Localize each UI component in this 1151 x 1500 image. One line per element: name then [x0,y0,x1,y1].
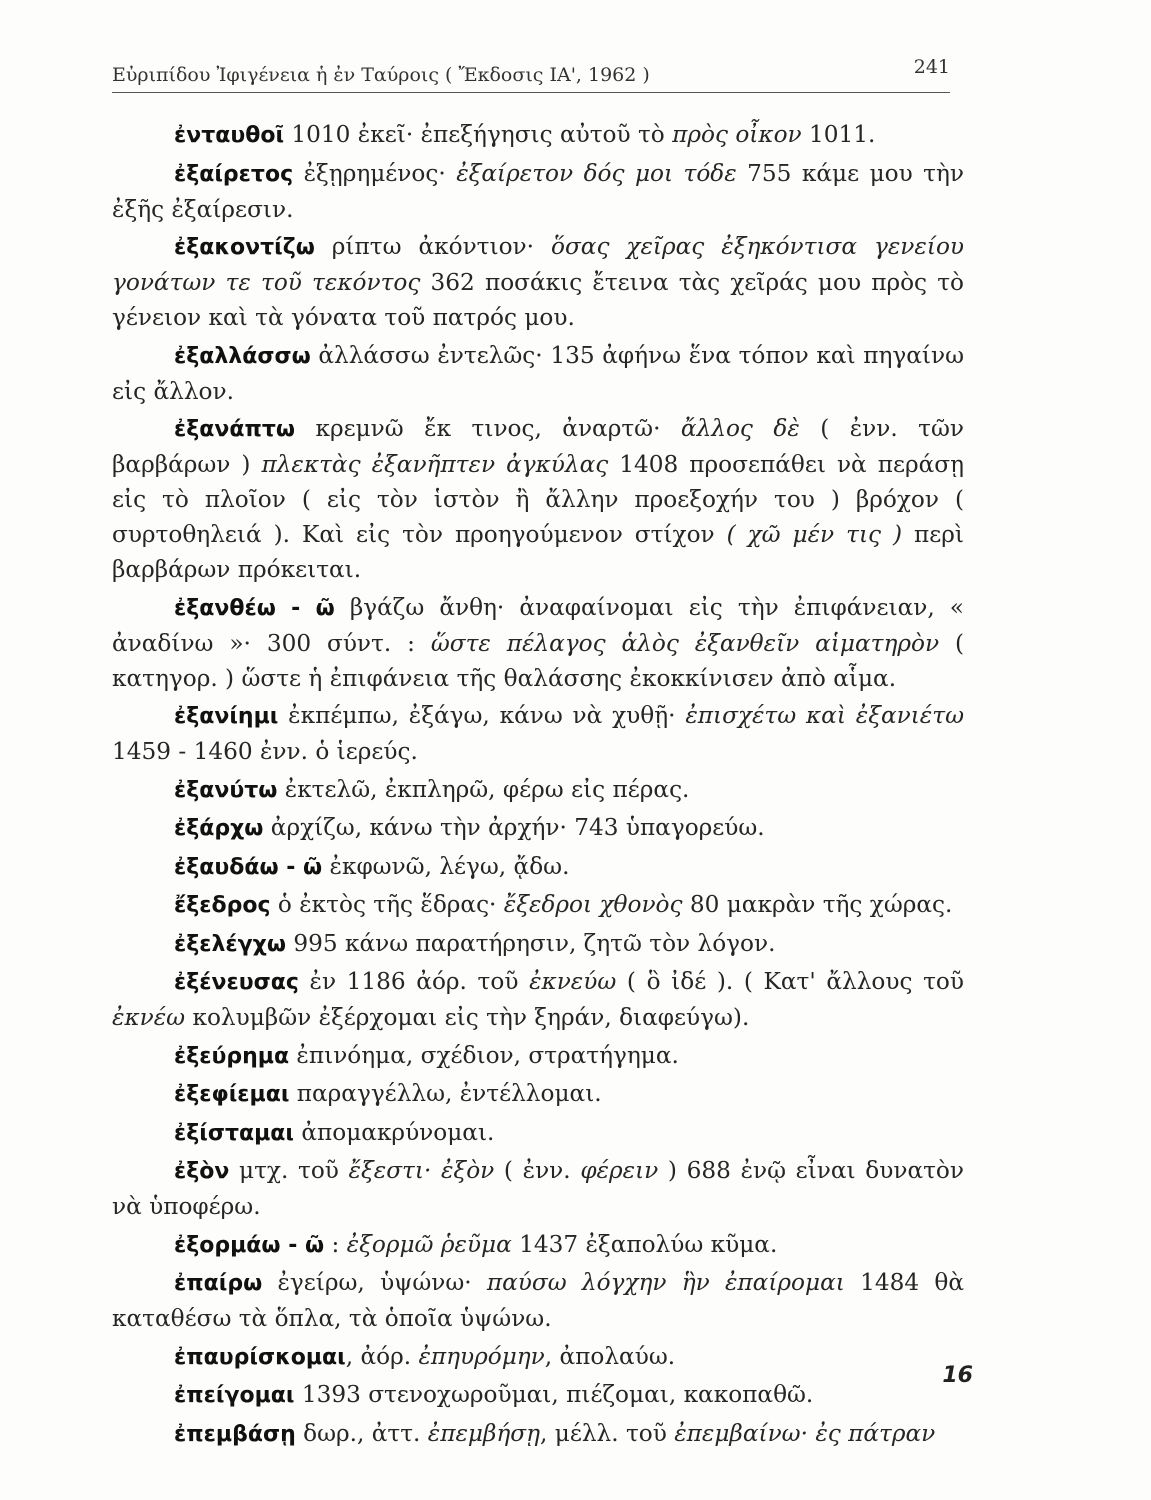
entry-definition: 1408 προσεπάθει νὰ περάσῃ εἰς τὸ πλοῖον ( εἰς τὸν ἱστὸν ἢ ἄλλην προεξοχήν του ) βρόχον ( συρτοθηλειά ). Καὶ εἰς τὸν προηγούμενον στίχον [112,451,964,548]
glossary-entry [112,810,964,846]
entry-quotation: φέρειν [580,1157,659,1184]
entry-headword: ἐξάρχω [174,816,264,841]
glossary-entry [112,1038,964,1074]
entry-definition: 1393 στενοχωροῦμαι, πιέζομαι, κακοπαθῶ. [294,1381,814,1408]
entry-headword: ἐπαυρίσκομαι [174,1344,346,1370]
glossary-entry [112,590,964,696]
entry-definition: ἐπινόημα, σχέδιον, στρατήγημα. [289,1041,679,1069]
entry-quotation: ἔξεστι· ἐξὸν [348,1157,495,1184]
glossary-entry [112,1115,964,1151]
entry-definition: ρίπτω ἀκόντιον· [314,233,552,260]
page-number: 241 [913,56,950,78]
entry-quotation: πλεκτὰς ἐξανῆπτεν ἀγκύλας [261,451,609,478]
entry-definition: 362 ποσάκις ἔτεινα τὰς χεῖράς μου πρὸς τὸ γένειον καὶ τὰ γόνατα τοῦ πατρός μου. [112,269,964,331]
glossary-entry [112,1227,964,1263]
entry-headword: ἐπεμβάσῃ [174,1421,296,1447]
entry-definition: 755 κάμε μου τὴν ἐξῆς ἐξαίρεσιν. [112,159,964,223]
entry-quotation: ἐξορμῶ ῥεῦμα [346,1230,512,1258]
entry-quotation: ἐξαίρετον δός μοι τόδε [456,159,737,187]
glossary-entry [112,156,964,227]
entry-quotation: παύσω λόγχην ἣν ἐπαίρομαι [486,1269,845,1296]
glossary-entry [112,1076,964,1112]
entry-quotation: ἐπισχέτω καὶ ἐξανιέτω [685,702,964,729]
entry-quotation: ( χῶ μέν τις ) [726,521,903,548]
entry-quotation: ἐκνεύω [529,968,617,995]
entry-quotation: ἐπεμβαίνω· ἐς πάτραν [674,1419,936,1447]
glossary-entry [112,117,964,153]
entry-definition: ἀπομακρύνομαι. [293,1118,495,1146]
glossary-entry [112,698,964,769]
entry-definition: 1010 ἐκεῖ· ἐπεξήγησις αὐτοῦ τὸ [284,121,673,148]
entry-definition: 80 μακρὰν τῆς χώρας. [682,891,953,918]
entry-quotation: ὅσας χεῖρας ἐξηκόντισα γενείου γονάτων τε τοῦ τεκόντος [112,233,964,296]
entry-headword: ἐπαίρω [174,1271,263,1296]
entry-headword: ἐξανίημι [174,704,279,729]
glossary-entry [112,772,964,808]
entry-definition: ἀλλάσσω ἐντελῶς· 135 ἀφήνω ἕνα τόπον καὶ πηγαίνω εἰς ἄλλον. [112,341,964,405]
entry-quotation: ὥστε πέλαγος ἁλὸς ἐξανθεῖν αἱματηρὸν [430,629,940,657]
entry-headword: ἐξὸν [174,1159,230,1184]
entry-definition: ) 688 ἐνῷ εἶναι δυνατὸν νὰ ὑποφέρω. [112,1157,964,1220]
running-header [112,52,950,93]
entry-definition: παραγγέλλω, ἐντέλλομαι. [289,1080,602,1107]
entry-definition: ἐγείρω, ὑψώνω· [262,1269,487,1296]
entry-headword: ἐξορμάω - ῶ [174,1232,325,1258]
entry-definition: ( κατηγορ. ) ὥστε ἡ ἐπιφάνεια τῆς θαλάσσης ἐκοκκίνισεν ἀπὸ αἷμα. [112,629,965,692]
glossary-entry [112,964,964,1035]
entry-headword: ἐξανθέω - ῶ [174,595,335,621]
entry-headword: ἐξαίρετος [174,161,294,187]
entry-definition: βγάζω ἄνθη· ἀναφαίνομαι εἰς τὴν ἐπιφάνειαν, « ἀναδίνω »· 300 σύντ. : [112,593,964,657]
glossary-entry [112,411,964,587]
entry-definition: ὁ ἐκτὸς τῆς ἕδρας· [270,891,504,918]
glossary-entry [112,1416,964,1452]
glossary-entry [112,338,964,409]
entry-definition: , μέλλ. τοῦ [540,1419,675,1447]
entry-headword: ἐξαυδάω - ῶ [174,854,323,880]
glossary-entries [112,117,964,1454]
entry-quotation: ἐπεμβήσῃ [427,1419,541,1447]
entry-definition: ( ἐνν. [494,1157,581,1184]
entry-definition: ἀρχίζω, κάνω τὴν ἀρχήν· 743 ὑπαγορεύω. [263,814,765,841]
entry-definition: κολυμβῶν ἐξέρχομαι εἰς τὴν ξηράν, διαφεύγω). [185,1004,750,1031]
entry-definition: , ἀπολαύω. [544,1342,676,1370]
entry-headword: ἐξακοντίζω [174,235,315,260]
entry-definition: δωρ., ἀττ. [295,1419,428,1447]
entry-definition: κρεμνῶ ἔκ τινος, ἀναρτῶ· [295,415,681,442]
entry-definition: ( ἐνν. τῶν βαρβάρων ) [112,415,964,478]
entry-quotation: ἐπηυρόμην [418,1342,545,1370]
header-title: Εὐριπίδου Ἰφιγένεια ἡ ἐν Ταύροις ( Ἔκδοσις ΙΑ', 1962 ) [112,64,650,86]
entry-definition: ἐν 1186 ἀόρ. τοῦ [298,968,530,995]
entry-definition: 1437 ἐξαπολύω κῦμα. [511,1230,778,1258]
glossary-entry [112,229,964,335]
entry-headword: ἐξανύτω [174,777,278,803]
glossary-entry [112,1377,964,1413]
entry-definition: 995 κάνω παρατήρησιν, ζητῶ τὸν λόγον. [285,929,776,957]
entry-headword: ἐξεύρημα [174,1043,290,1069]
entry-headword: ἐξεφίεμαι [174,1082,290,1107]
entry-headword: ἐξαλλάσσω [174,343,311,369]
entry-quotation: πρὸς οἶκον [672,121,802,148]
entry-headword: ἐξίσταμαι [174,1120,294,1146]
entry-quotation: ἄλλος δὲ [680,415,800,442]
entry-headword: ἐνταυθοῖ [174,123,285,148]
glossary-entry [112,1265,964,1336]
entry-definition: , ἀόρ. [345,1342,419,1370]
entry-definition: ἐξῃρημένος· [293,159,457,187]
entry-definition: ἐκπέμπω, ἐξάγω, κάνω νὰ χυθῇ· [278,702,686,729]
entry-headword: ἐπείγομαι [174,1383,295,1408]
glossary-entry [112,926,964,962]
entry-quotation: ἔξεδροι χθονὸς [503,891,683,918]
entry-definition: 1484 θὰ καταθέσω τὰ ὅπλα, τὰ ὁποῖα ὑψώνω. [112,1269,964,1332]
glossary-entry [112,887,964,923]
glossary-entry [112,1153,964,1224]
entry-definition: ( ὃ ἰδέ ). ( Κατ' ἄλλους τοῦ [616,968,964,995]
entry-definition: ἐκφωνῶ, λέγω, ᾄδω. [322,852,570,880]
glossary-entry [112,849,964,885]
entry-definition: 1011. [801,121,876,148]
entry-headword: ἐξένευσας [174,970,299,995]
glossary-entry [112,1339,964,1375]
sheet-number: 16 [942,1363,973,1388]
entry-quotation: ἐκνέω [112,1004,186,1031]
entry-definition: ἐκτελῶ, ἐκπληρῶ, φέρω εἰς πέρας. [277,775,690,803]
entry-definition: περὶ βαρβάρων πρόκειται. [112,521,964,583]
entry-definition: : [324,1230,347,1258]
entry-definition: 1459 - 1460 ἐνν. ὁ ἱερεύς. [112,738,418,765]
entry-definition: μτχ. τοῦ [229,1157,349,1184]
entry-headword: ἔξεδρος [174,893,271,918]
entry-headword: ἐξανάπτω [174,417,296,442]
entry-headword: ἐξελέγχω [174,931,286,957]
